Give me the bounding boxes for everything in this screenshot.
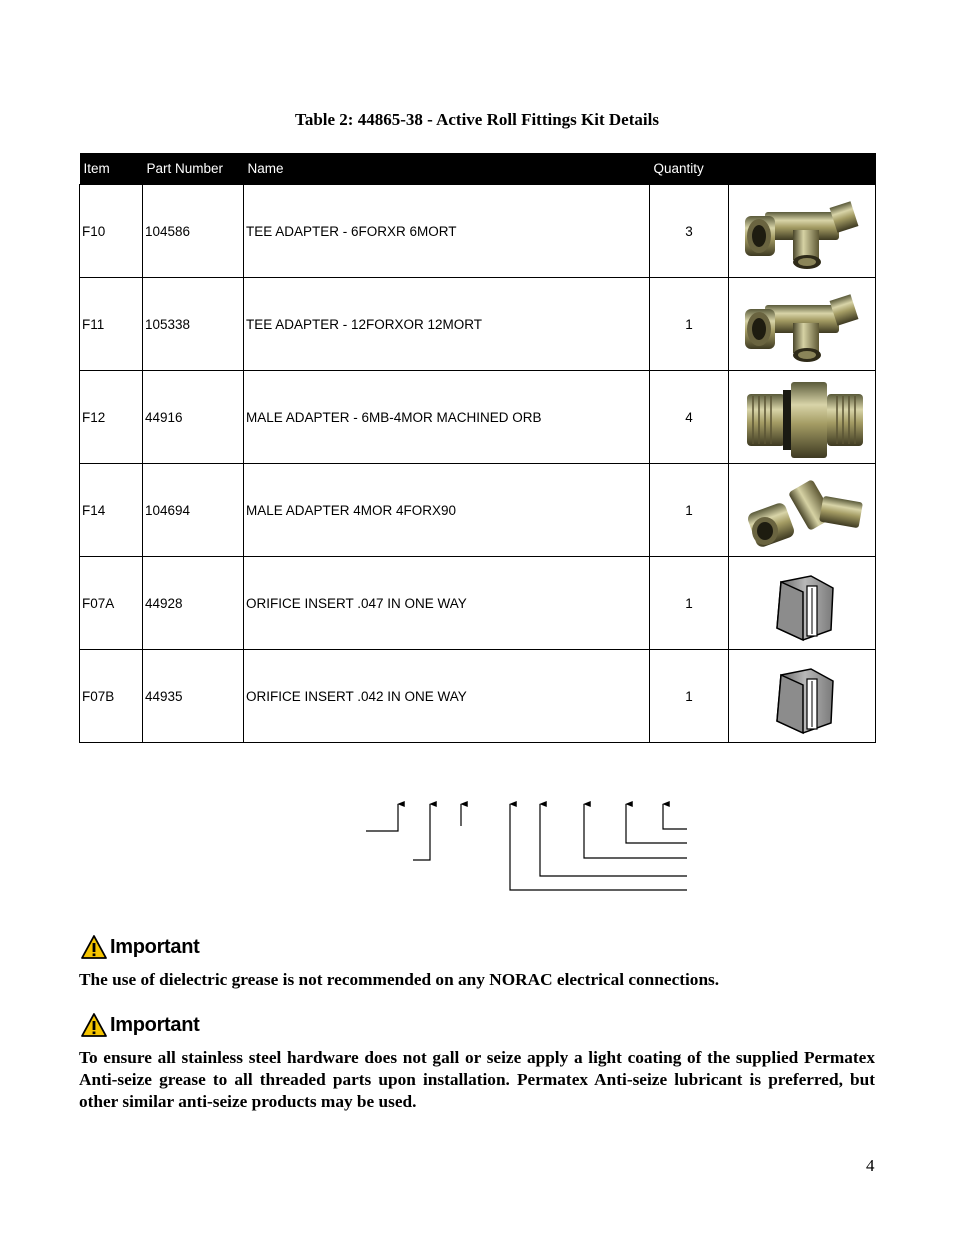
cell-part-number: 44935 <box>143 650 244 743</box>
callout-arrow <box>626 804 687 843</box>
important-text-1: The use of dielectric grease is not recommended on any NORAC electrical connections. <box>79 970 720 989</box>
cell-item: F10 <box>80 185 143 278</box>
cell-image <box>729 557 876 650</box>
table-row <box>80 278 876 371</box>
warning-icon <box>80 1012 108 1038</box>
callout-arrow <box>366 804 398 831</box>
orifice-insert-icon <box>737 651 867 741</box>
cell-name: TEE ADAPTER - 6FORXR 6MORT <box>244 185 650 278</box>
page-number: 4 <box>866 1156 875 1175</box>
callout-arrow <box>413 804 430 860</box>
cell-item: F12 <box>80 371 143 464</box>
cell-name: ORIFICE INSERT .047 IN ONE WAY <box>244 557 650 650</box>
cell-name: ORIFICE INSERT .042 IN ONE WAY <box>244 650 650 743</box>
header-name: Name <box>244 153 650 185</box>
table-row <box>80 371 876 464</box>
cell-image <box>729 278 876 371</box>
header-part-number: Part Number <box>143 153 244 185</box>
important-text-2: To ensure all stainless steel hardware does not gall or seize apply a light coating of the supplied Permatex Anti-seize grease to all threaded parts upon installation. Permatex Anti-seize lubricant is preferred, but other similar anti-seize products may be used. <box>79 1048 875 1111</box>
important-label: Important <box>110 1013 200 1036</box>
cell-quantity: 1 <box>650 464 729 557</box>
callout-arrow <box>584 804 687 858</box>
cell-part-number: 44916 <box>143 371 244 464</box>
callout-arrow <box>510 804 687 890</box>
header-quantity: Quantity <box>650 153 729 185</box>
cell-part-number: 104586 <box>143 185 244 278</box>
cell-image <box>729 185 876 278</box>
important-heading-2 <box>80 1012 200 1038</box>
important-label: Important <box>110 935 200 958</box>
cell-image <box>729 464 876 557</box>
cell-part-number: 105338 <box>143 278 244 371</box>
cell-item: F14 <box>80 464 143 557</box>
cell-quantity: 4 <box>650 371 729 464</box>
table-row <box>80 185 876 278</box>
cell-quantity: 1 <box>650 650 729 743</box>
cell-quantity: 3 <box>650 185 729 278</box>
male-adapter-icon <box>737 372 867 462</box>
cell-name: MALE ADAPTER - 6MB-4MOR MACHINED ORB <box>244 371 650 464</box>
tee-adapter-icon <box>737 186 867 276</box>
header-image <box>729 153 876 185</box>
cell-item: F11 <box>80 278 143 371</box>
table-row <box>80 650 876 743</box>
header-item: Item <box>80 153 143 185</box>
fittings-kit-table <box>79 153 876 743</box>
cell-quantity: 1 <box>650 278 729 371</box>
table-row <box>80 464 876 557</box>
elbow-adapter-icon <box>737 465 867 555</box>
cell-part-number: 44928 <box>143 557 244 650</box>
cell-item: F07A <box>80 557 143 650</box>
cell-image <box>729 650 876 743</box>
orifice-insert-icon <box>737 558 867 648</box>
table-caption: Table 2: 44865-38 - Active Roll Fittings Kit Details <box>295 110 659 129</box>
tee-adapter-icon <box>737 279 867 369</box>
callout-arrow <box>663 804 687 829</box>
cell-image <box>729 371 876 464</box>
cell-part-number: 104694 <box>143 464 244 557</box>
cell-name: MALE ADAPTER 4MOR 4FORX90 <box>244 464 650 557</box>
table-header-row <box>80 153 876 185</box>
cell-item: F07B <box>80 650 143 743</box>
warning-icon <box>80 934 108 960</box>
cell-name: TEE ADAPTER - 12FORXOR 12MORT <box>244 278 650 371</box>
table-row <box>80 557 876 650</box>
important-heading-1 <box>80 934 200 960</box>
cell-quantity: 1 <box>650 557 729 650</box>
callout-arrow <box>540 804 687 876</box>
